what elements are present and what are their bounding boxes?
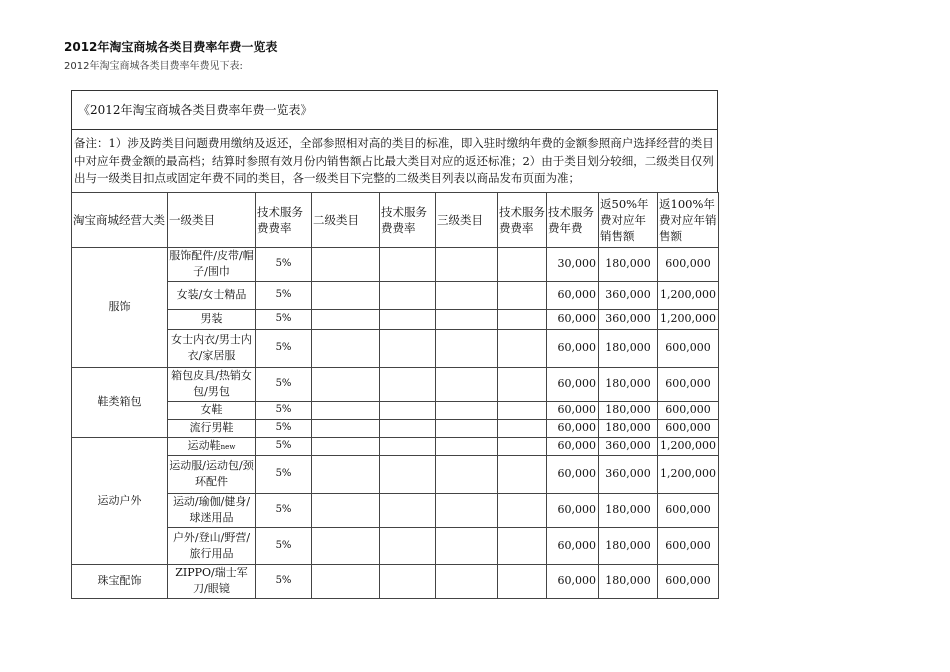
half-refund-sales-cell: 180,000 (599, 401, 658, 419)
full-refund-sales-cell: 600,000 (658, 564, 719, 598)
table-row (72, 527, 719, 564)
level1-rate-cell: 5% (256, 281, 312, 309)
level1-category-cell (168, 281, 256, 309)
annual-fee-cell: 60,000 (547, 437, 599, 455)
level2-rate-cell (380, 329, 436, 367)
level1-category-cell (168, 564, 256, 598)
sheet-header-box (71, 90, 718, 192)
level2-category-cell (312, 247, 380, 281)
level3-rate-cell (498, 309, 547, 329)
level2-category-cell (312, 437, 380, 455)
level1-category-cell (168, 493, 256, 527)
level2-category-cell (312, 401, 380, 419)
level1-category-label: ZIPPO/瑞士军刀/眼镜 (175, 566, 248, 595)
level1-rate-cell: 5% (256, 329, 312, 367)
col-header-level3: 三级类目 (436, 192, 498, 247)
full-refund-sales-cell: 1,200,000 (658, 455, 719, 493)
level3-rate-cell (498, 527, 547, 564)
table-row (72, 281, 719, 309)
level3-rate-cell (498, 247, 547, 281)
table-body (72, 247, 719, 598)
main-category-cell: 鞋类箱包 (72, 367, 168, 437)
level3-category-cell (436, 329, 498, 367)
level3-rate-cell (498, 281, 547, 309)
level2-category-cell (312, 329, 380, 367)
level3-rate-cell (498, 329, 547, 367)
level1-rate-cell: 5% (256, 493, 312, 527)
level2-rate-cell (380, 455, 436, 493)
document-subtitle: 2012年淘宝商城各类目费率年费见下表: (64, 61, 243, 72)
full-refund-sales-cell: 600,000 (658, 493, 719, 527)
level3-rate-cell (498, 455, 547, 493)
level2-rate-cell (380, 247, 436, 281)
table-row (72, 367, 719, 401)
annual-fee-cell: 60,000 (547, 455, 599, 493)
level1-rate-cell: 5% (256, 455, 312, 493)
col-header-main-category: 淘宝商城经营大类 (72, 192, 168, 247)
full-refund-sales-cell: 600,000 (658, 419, 719, 437)
level3-category-cell (436, 247, 498, 281)
full-refund-sales-cell: 600,000 (658, 401, 719, 419)
full-refund-sales-cell: 1,200,000 (658, 437, 719, 455)
level2-rate-cell (380, 281, 436, 309)
level3-rate-cell (498, 401, 547, 419)
level3-category-cell (436, 437, 498, 455)
level3-rate-cell (498, 493, 547, 527)
new-tag: new (220, 442, 236, 451)
level1-rate-cell: 5% (256, 527, 312, 564)
half-refund-sales-cell: 360,000 (599, 437, 658, 455)
level1-category-label: 女装/女士精品 (176, 288, 247, 301)
level1-rate-cell: 5% (256, 564, 312, 598)
level2-category-cell (312, 419, 380, 437)
level2-rate-cell (380, 401, 436, 419)
level2-rate-cell (380, 419, 436, 437)
level3-rate-cell (498, 437, 547, 455)
level1-category-label: 运动/瑜伽/健身/球迷用品 (172, 495, 251, 524)
table-row (72, 437, 719, 455)
full-refund-sales-cell: 600,000 (658, 329, 719, 367)
level1-category-cell (168, 419, 256, 437)
level2-category-cell (312, 564, 380, 598)
level2-category-cell (312, 281, 380, 309)
full-refund-sales-cell: 600,000 (658, 367, 719, 401)
sheet-note: 备注：1）涉及跨类目问题费用缴纳及返还，全部参照相对高的类目的标准，即入驻时缴纳年费的金额参照商户选择经营的类目中对应年费金额的最高档；结算时参照有效月份内销售额占比最大类目对应的返还标准；2）由于类目划分较细，二级类目仅列出与一级类目扣点或固定年费不同的类目，各一级类目下完整的二级类目列表以商品发布页面为准； (72, 129, 717, 192)
annual-fee-cell: 60,000 (547, 329, 599, 367)
col-header-level3-rate: 技术服务费费率 (498, 192, 547, 247)
table-row (72, 247, 719, 281)
annual-fee-cell: 60,000 (547, 527, 599, 564)
level3-category-cell (436, 455, 498, 493)
level2-category-cell (312, 455, 380, 493)
level2-rate-cell (380, 437, 436, 455)
table-row (72, 564, 719, 598)
half-refund-sales-cell: 180,000 (599, 367, 658, 401)
level2-rate-cell (380, 309, 436, 329)
col-header-level1-rate: 技术服务费费率 (256, 192, 312, 247)
col-header-annual-fee: 技术服务费年费 (547, 192, 599, 247)
level1-category-label: 户外/登山/野营/旅行用品 (172, 530, 251, 560)
annual-fee-cell: 60,000 (547, 367, 599, 401)
level1-rate-cell: 5% (256, 367, 312, 401)
half-refund-sales-cell: 360,000 (599, 309, 658, 329)
col-header-half-refund: 返50%年费对应年销售额 (599, 192, 658, 247)
level3-category-cell (436, 401, 498, 419)
fee-sheet (71, 90, 718, 599)
half-refund-sales-cell: 180,000 (599, 527, 658, 564)
level1-category-cell (168, 437, 256, 455)
table-row (72, 419, 719, 437)
annual-fee-cell: 60,000 (547, 309, 599, 329)
level1-rate-cell: 5% (256, 437, 312, 455)
full-refund-sales-cell: 600,000 (658, 527, 719, 564)
level1-category-label: 男装 (200, 312, 223, 325)
level1-rate-cell: 5% (256, 309, 312, 329)
level3-category-cell (436, 281, 498, 309)
main-category-cell: 运动户外 (72, 437, 168, 564)
fee-table (71, 192, 719, 599)
col-header-level2-rate: 技术服务费费率 (380, 192, 436, 247)
level3-category-cell (436, 367, 498, 401)
annual-fee-cell: 60,000 (547, 401, 599, 419)
half-refund-sales-cell: 180,000 (599, 564, 658, 598)
level2-category-cell (312, 527, 380, 564)
level1-category-label: 运动鞋 (187, 438, 221, 452)
half-refund-sales-cell: 360,000 (599, 281, 658, 309)
full-refund-sales-cell: 1,200,000 (658, 281, 719, 309)
level1-category-cell (168, 527, 256, 564)
full-refund-sales-cell: 1,200,000 (658, 309, 719, 329)
half-refund-sales-cell: 180,000 (599, 247, 658, 281)
col-header-level2: 二级类目 (312, 192, 380, 247)
level3-rate-cell (498, 564, 547, 598)
level1-rate-cell: 5% (256, 401, 312, 419)
level3-category-cell (436, 309, 498, 329)
level2-rate-cell (380, 564, 436, 598)
table-row (72, 401, 719, 419)
main-category-cell: 服饰 (72, 247, 168, 367)
level1-category-cell (168, 309, 256, 329)
level3-rate-cell (498, 367, 547, 401)
level2-category-cell (312, 309, 380, 329)
level1-category-label: 服饰配件/皮带/帽子/围巾 (169, 249, 254, 278)
table-row (72, 309, 719, 329)
level1-category-cell (168, 455, 256, 493)
full-refund-sales-cell: 600,000 (658, 247, 719, 281)
level1-category-label: 女鞋 (200, 403, 223, 416)
level1-category-label: 箱包皮具/热销女包/男包 (171, 369, 252, 398)
half-refund-sales-cell: 180,000 (599, 419, 658, 437)
col-header-level1: 一级类目 (168, 192, 256, 247)
level1-category-cell (168, 247, 256, 281)
annual-fee-cell: 60,000 (547, 493, 599, 527)
level1-category-cell (168, 329, 256, 367)
level3-category-cell (436, 564, 498, 598)
level1-category-cell (168, 401, 256, 419)
level1-category-label: 运动服/运动包/颈环配件 (169, 459, 254, 488)
level3-category-cell (436, 527, 498, 564)
table-row (72, 329, 719, 367)
half-refund-sales-cell: 180,000 (599, 493, 658, 527)
table-header-row (72, 192, 719, 247)
main-category-cell: 珠宝配饰 (72, 564, 168, 598)
table-row (72, 455, 719, 493)
level1-rate-cell: 5% (256, 247, 312, 281)
annual-fee-cell: 30,000 (547, 247, 599, 281)
half-refund-sales-cell: 360,000 (599, 455, 658, 493)
level2-category-cell (312, 493, 380, 527)
table-row (72, 493, 719, 527)
annual-fee-cell: 60,000 (547, 281, 599, 309)
level3-rate-cell (498, 419, 547, 437)
level2-rate-cell (380, 527, 436, 564)
annual-fee-cell: 60,000 (547, 419, 599, 437)
sheet-caption: 《2012年淘宝商城各类目费率年费一览表》 (78, 103, 313, 117)
level1-category-label: 流行男鞋 (189, 421, 234, 434)
annual-fee-cell: 60,000 (547, 564, 599, 598)
level1-rate-cell: 5% (256, 419, 312, 437)
level2-rate-cell (380, 493, 436, 527)
level2-rate-cell (380, 367, 436, 401)
col-header-full-refund: 返100%年费对应年销售额 (658, 192, 719, 247)
level3-category-cell (436, 493, 498, 527)
level2-category-cell (312, 367, 380, 401)
half-refund-sales-cell: 180,000 (599, 329, 658, 367)
level3-category-cell (436, 419, 498, 437)
document-title: 2012年淘宝商城各类目费率年费一览表 (64, 40, 278, 54)
level1-category-cell (168, 367, 256, 401)
level1-category-label: 女士内衣/男士内衣/家居服 (171, 333, 252, 362)
